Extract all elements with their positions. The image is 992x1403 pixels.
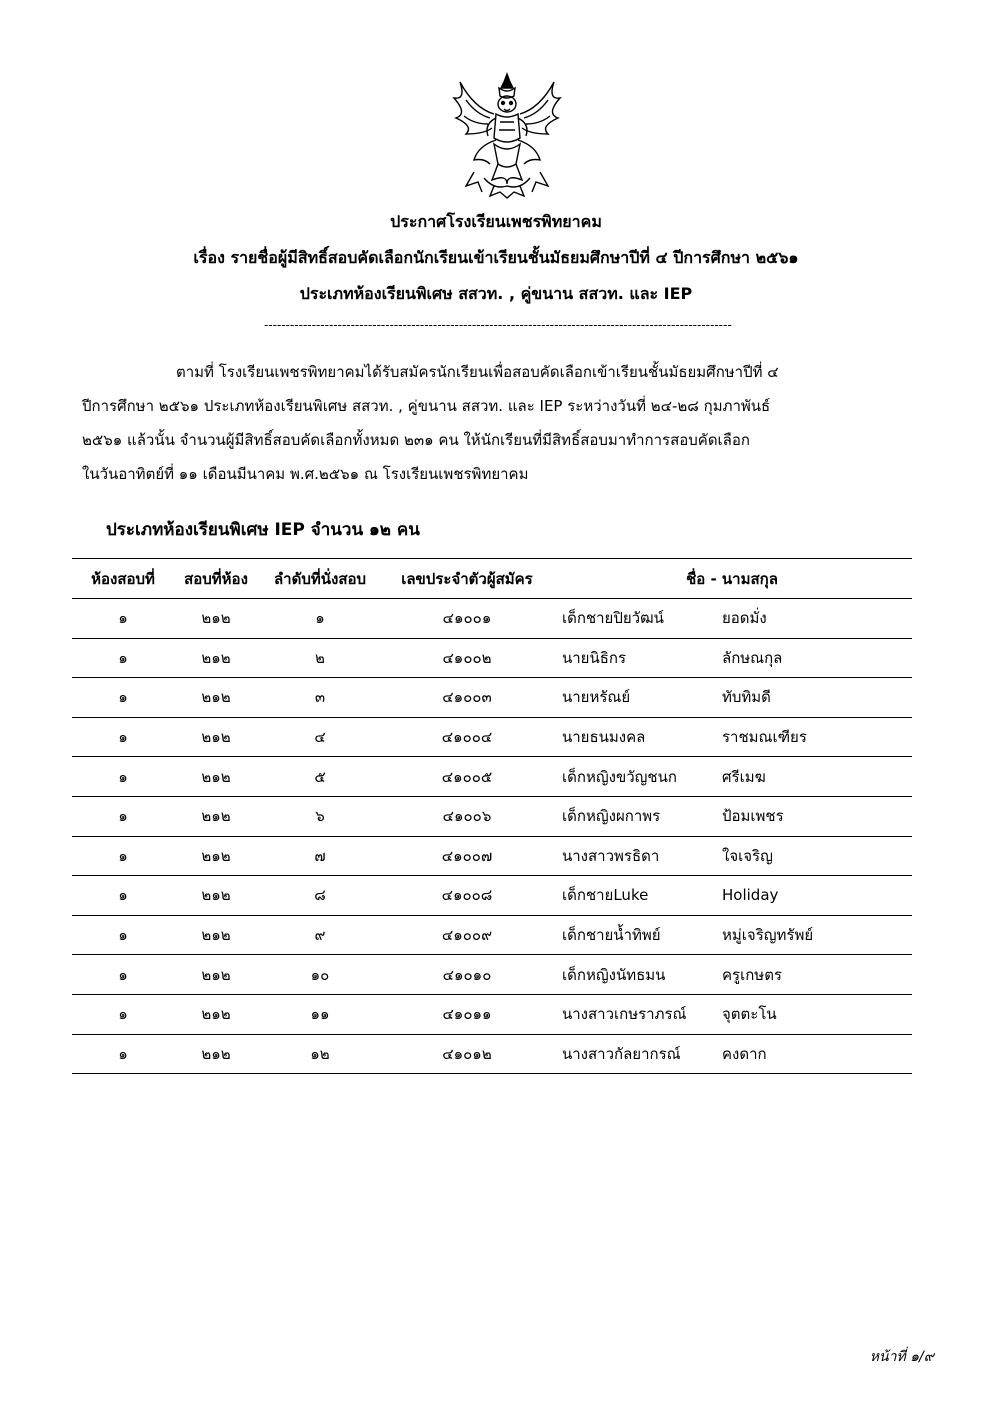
cell-exam-room: ๑ [72, 1034, 174, 1074]
cell-room-number: ๒๑๒ [174, 1034, 258, 1074]
table-row [72, 796, 912, 836]
header-full-name: ชื่อ - นามสกุล [552, 559, 912, 599]
table-row [72, 599, 912, 639]
cell-applicant-id: ๔๑๐๑๒ [382, 1034, 552, 1074]
cell-exam-room: ๑ [72, 955, 174, 995]
garuda-emblem-icon [444, 68, 570, 200]
cell-exam-room: ๑ [72, 876, 174, 916]
cell-room-number: ๒๑๒ [174, 757, 258, 797]
cell-exam-room: ๑ [72, 678, 174, 718]
cell-exam-room: ๑ [72, 994, 174, 1034]
header-exam-room: ห้องสอบที่ [72, 559, 174, 599]
cell-first-name: นางสาวกัลยากรณ์ [552, 1034, 722, 1074]
cell-exam-room: ๑ [72, 638, 174, 678]
cell-seat-number: ๖ [258, 796, 382, 836]
cell-exam-room: ๑ [72, 599, 174, 639]
cell-seat-number: ๑๐ [258, 955, 382, 995]
body-line-1: ตามที่ โรงเรียนเพชรพิทยาคมได้รับสมัครนักเรียนเพื่อสอบคัดเลือกเข้าเรียนชั้นมัธยมศึกษาปีที่ ๔ [176, 363, 779, 381]
cell-last-name: ครูเกษตร [722, 955, 912, 995]
cell-applicant-id: ๔๑๐๑๑ [382, 994, 552, 1034]
table-row [72, 717, 912, 757]
table-row [72, 757, 912, 797]
cell-first-name: เด็กชายปิยวัฒน์ [552, 599, 722, 639]
body-line-3: ๒๕๖๑ แล้วนั้น จำนวนผู้มีสิทธิ์สอบคัดเลือกทั้งหมด ๒๓๑ คน ให้นักเรียนที่มีสิทธิ์สอบมาทำการสอบคัดเลือก [82, 431, 750, 449]
cell-last-name: ทับทิมดี [722, 678, 912, 718]
cell-last-name: ใจเจริญ [722, 836, 912, 876]
cell-seat-number: ๘ [258, 876, 382, 916]
cell-first-name: เด็กชายน้ำทิพย์ [552, 915, 722, 955]
cell-first-name: นายนิธิกร [552, 638, 722, 678]
cell-first-name: นายหรัณย์ [552, 678, 722, 718]
cell-applicant-id: ๔๑๐๐๑ [382, 599, 552, 639]
cell-seat-number: ๒ [258, 638, 382, 678]
cell-seat-number: ๗ [258, 836, 382, 876]
cell-first-name: เด็กหญิงขวัญชนก [552, 757, 722, 797]
cell-applicant-id: ๔๑๐๐๘ [382, 876, 552, 916]
table-row [72, 994, 912, 1034]
cell-applicant-id: ๔๑๐๐๔ [382, 717, 552, 757]
header-room-number: สอบที่ห้อง [174, 559, 258, 599]
separator-line: ------------------------------------------------------------------------------------------------------------ [264, 318, 732, 332]
cell-room-number: ๒๑๒ [174, 678, 258, 718]
cell-exam-room: ๑ [72, 796, 174, 836]
cell-room-number: ๒๑๒ [174, 599, 258, 639]
cell-room-number: ๒๑๒ [174, 836, 258, 876]
table-row [72, 836, 912, 876]
announcement-subject: เรื่อง รายชื่อผู้มีสิทธิ์สอบคัดเลือกนักเรียนเข้าเรียนชั้นมัธยมศึกษาปีที่ ๔ ปีการศึกษา ๒๕๖๑ [193, 248, 799, 267]
table-row [72, 955, 912, 995]
cell-last-name: ศรีเมฆ [722, 757, 912, 797]
cell-first-name: เด็กหญิงนัทธมน [552, 955, 722, 995]
cell-exam-room: ๑ [72, 836, 174, 876]
body-line-2: ปีการศึกษา ๒๕๖๑ ประเภทห้องเรียนพิเศษ สสวท. , คู่ขนาน สสวท. และ IEP ระหว่างวันที่ ๒๔-๒๘ กุมภาพันธ์ [82, 397, 771, 415]
cell-room-number: ๒๑๒ [174, 796, 258, 836]
cell-applicant-id: ๔๑๐๐๙ [382, 915, 552, 955]
body-line-4: ในวันอาทิตย์ที่ ๑๑ เดือนมีนาคม พ.ศ.๒๕๖๑ ณ โรงเรียนเพชรพิทยาคม [82, 465, 529, 483]
cell-first-name: นายธนมงคล [552, 717, 722, 757]
cell-applicant-id: ๔๑๐๑๐ [382, 955, 552, 995]
cell-last-name: ลักษณกุล [722, 638, 912, 678]
cell-room-number: ๒๑๒ [174, 717, 258, 757]
cell-room-number: ๒๑๒ [174, 638, 258, 678]
table-row [72, 876, 912, 916]
cell-last-name: คงดาก [722, 1034, 912, 1074]
table-row [72, 1034, 912, 1074]
cell-seat-number: ๓ [258, 678, 382, 718]
cell-first-name: นางสาวเกษราภรณ์ [552, 994, 722, 1034]
candidate-table [72, 558, 912, 1074]
cell-exam-room: ๑ [72, 717, 174, 757]
page-title: ประกาศโรงเรียนเพชรพิทยาคม [390, 212, 602, 231]
cell-first-name: เด็กชายLuke [552, 876, 722, 916]
cell-seat-number: ๕ [258, 757, 382, 797]
cell-first-name: เด็กหญิงผกาพร [552, 796, 722, 836]
section-title: ประเภทห้องเรียนพิเศษ IEP จำนวน ๑๒ คน [106, 520, 420, 540]
announcement-category: ประเภทห้องเรียนพิเศษ สสวท. , คู่ขนาน สสวท. และ IEP [299, 284, 693, 303]
cell-room-number: ๒๑๒ [174, 915, 258, 955]
cell-applicant-id: ๔๑๐๐๗ [382, 836, 552, 876]
cell-last-name: ราชมณเฑียร [722, 717, 912, 757]
cell-applicant-id: ๔๑๐๐๖ [382, 796, 552, 836]
cell-applicant-id: ๔๑๐๐๕ [382, 757, 552, 797]
cell-seat-number: ๙ [258, 915, 382, 955]
page-number: หน้าที่ ๑/๙ [869, 1349, 934, 1365]
cell-applicant-id: ๔๑๐๐๒ [382, 638, 552, 678]
header-seat-number: ลำดับที่นั่งสอบ [258, 559, 382, 599]
cell-room-number: ๒๑๒ [174, 955, 258, 995]
cell-seat-number: ๔ [258, 717, 382, 757]
cell-seat-number: ๑๑ [258, 994, 382, 1034]
table-row [72, 638, 912, 678]
header-applicant-id: เลขประจำตัวผู้สมัคร [382, 559, 552, 599]
cell-seat-number: ๑ [258, 599, 382, 639]
cell-last-name: หมู่เจริญทรัพย์ [722, 915, 912, 955]
cell-applicant-id: ๔๑๐๐๓ [382, 678, 552, 718]
cell-last-name: ป้อมเพชร [722, 796, 912, 836]
table-header-row [72, 559, 912, 599]
cell-exam-room: ๑ [72, 915, 174, 955]
cell-seat-number: ๑๒ [258, 1034, 382, 1074]
table-row [72, 915, 912, 955]
cell-room-number: ๒๑๒ [174, 994, 258, 1034]
cell-exam-room: ๑ [72, 757, 174, 797]
cell-last-name: จุตตะโน [722, 994, 912, 1034]
cell-last-name: ยอดมั่ง [722, 599, 912, 639]
cell-last-name: Holiday [722, 876, 912, 916]
cell-room-number: ๒๑๒ [174, 876, 258, 916]
cell-first-name: นางสาวพรธิดา [552, 836, 722, 876]
table-row [72, 678, 912, 718]
